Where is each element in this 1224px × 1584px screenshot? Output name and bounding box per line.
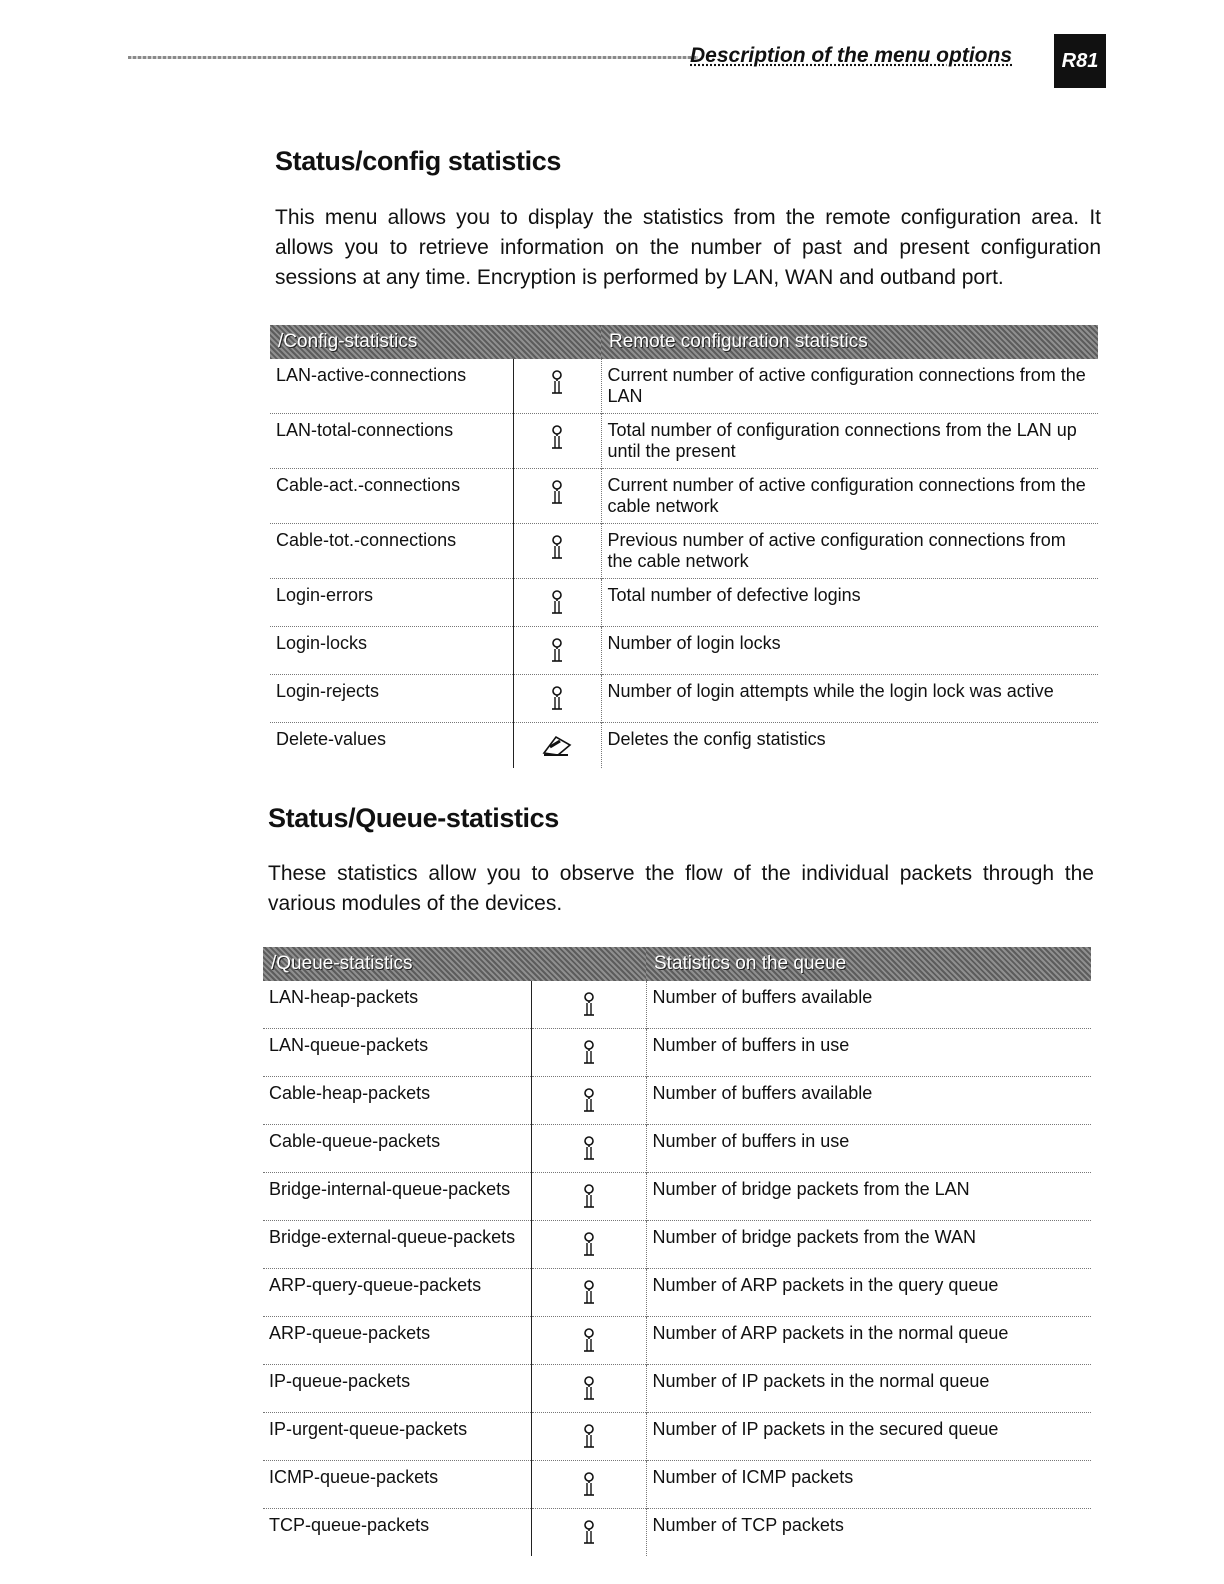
queue-access-cell (531, 1365, 646, 1413)
config-parameter-description: Number of login locks (601, 627, 1098, 675)
read-only-icon (581, 1231, 597, 1262)
table-row (263, 1509, 1091, 1557)
config-access-cell (513, 359, 601, 414)
table-row (270, 414, 1098, 469)
queue-parameter-name: Bridge-internal-queue-packets (269, 1179, 511, 1199)
config-parameter-name: LAN-active-connections (276, 365, 467, 385)
queue-parameter-description: Number of IP packets in the normal queue (646, 1365, 1091, 1413)
config-parameter-description: Total number of defective logins (601, 579, 1098, 627)
table-row (263, 981, 1091, 1029)
table-row (263, 1365, 1091, 1413)
queue-parameter-name: ARP-queue-packets (269, 1323, 431, 1343)
config-parameter-name: LAN-total-connections (276, 420, 454, 440)
config-parameter-description: Previous number of active configuration connections from the cable network (601, 524, 1098, 579)
config-parameter-name: Login-rejects (276, 681, 380, 701)
queue-table-header (263, 947, 1091, 981)
queue-parameter-description: Number of IP packets in the secured queue (646, 1413, 1091, 1461)
queue-parameter-description: Number of buffers available (646, 1077, 1091, 1125)
table-row (263, 1125, 1091, 1173)
queue-access-cell (531, 1173, 646, 1221)
queue-access-cell (531, 981, 646, 1029)
read-only-icon (581, 1039, 597, 1070)
table-row (270, 723, 1098, 769)
table-row (263, 1077, 1091, 1125)
read-only-icon (549, 685, 565, 716)
config-parameter-name: Login-locks (276, 633, 368, 653)
queue-parameter-name: ARP-query-queue-packets (269, 1275, 482, 1295)
read-only-icon (581, 1087, 597, 1118)
page-number-badge: R81 (1054, 34, 1106, 88)
read-only-icon (549, 424, 565, 455)
read-only-icon (549, 589, 565, 620)
config-heading: Status/config statistics (275, 146, 561, 176)
config-intro: This menu allows you to display the statistics from the remote configuration area. It allows you to retrieve information on the number of past and present configuration sessions at any time. Encryption is performed by LAN, WAN and outband port. (275, 206, 1101, 289)
config-parameter-description: Current number of active configuration connections from the LAN (601, 359, 1098, 414)
queue-access-cell (531, 1413, 646, 1461)
table-row (263, 1173, 1091, 1221)
queue-col-path: /Queue-statistics (263, 947, 646, 981)
queue-parameter-description: Number of ARP packets in the query queue (646, 1269, 1091, 1317)
queue-access-cell (531, 1125, 646, 1173)
config-col-desc: Remote configuration statistics (601, 325, 1098, 359)
read-only-icon (581, 991, 597, 1022)
queue-parameter-description: Number of buffers available (646, 981, 1091, 1029)
config-access-cell (513, 524, 601, 579)
queue-table (263, 947, 1091, 1556)
table-row (263, 1269, 1091, 1317)
queue-access-cell (531, 1461, 646, 1509)
table-row (270, 579, 1098, 627)
config-parameter-name: Login-errors (276, 585, 374, 605)
table-row (263, 1413, 1091, 1461)
read-only-icon (581, 1375, 597, 1406)
read-only-icon (549, 479, 565, 510)
queue-parameter-name: TCP-queue-packets (269, 1515, 430, 1535)
queue-parameter-name: Bridge-external-queue-packets (269, 1227, 516, 1247)
table-row (270, 359, 1098, 414)
read-only-icon (549, 637, 565, 668)
config-table (270, 325, 1098, 768)
read-only-icon (581, 1183, 597, 1214)
queue-parameter-description: Number of ARP packets in the normal queue (646, 1317, 1091, 1365)
header-rule (128, 56, 698, 59)
config-access-cell (513, 675, 601, 723)
config-access-cell (513, 723, 601, 769)
queue-parameter-name: IP-urgent-queue-packets (269, 1419, 468, 1439)
queue-parameter-description: Number of bridge packets from the LAN (646, 1173, 1091, 1221)
config-table-body (270, 359, 1098, 768)
queue-parameter-name: IP-queue-packets (269, 1371, 411, 1391)
config-table-header (270, 325, 1098, 359)
queue-parameter-name: Cable-queue-packets (269, 1131, 441, 1151)
table-row (263, 1029, 1091, 1077)
running-header: Description of the menu options (690, 44, 1013, 67)
queue-table-body (263, 981, 1091, 1556)
queue-parameter-name: LAN-heap-packets (269, 987, 419, 1007)
queue-parameter-description: Number of bridge packets from the WAN (646, 1221, 1091, 1269)
action-icon (542, 733, 572, 762)
queue-parameter-description: Number of buffers in use (646, 1029, 1091, 1077)
table-row (270, 524, 1098, 579)
table-row (270, 675, 1098, 723)
queue-access-cell (531, 1509, 646, 1557)
config-parameter-name: Delete-values (276, 729, 387, 749)
config-parameter-description: Number of login attempts while the login lock was active (601, 675, 1098, 723)
queue-parameter-description: Number of ICMP packets (646, 1461, 1091, 1509)
queue-heading: Status/Queue-statistics (268, 803, 559, 833)
table-row (263, 1461, 1091, 1509)
read-only-icon (549, 534, 565, 565)
config-parameter-name: Cable-tot.-connections (276, 530, 457, 550)
table-row (263, 1221, 1091, 1269)
read-only-icon (549, 369, 565, 400)
queue-access-cell (531, 1317, 646, 1365)
table-row (270, 627, 1098, 675)
queue-col-desc: Statistics on the queue (646, 947, 1091, 981)
read-only-icon (581, 1423, 597, 1454)
config-parameter-description: Deletes the config statistics (601, 723, 1098, 769)
queue-parameter-name: LAN-queue-packets (269, 1035, 429, 1055)
read-only-icon (581, 1135, 597, 1166)
config-access-cell (513, 414, 601, 469)
config-parameter-name: Cable-act.-connections (276, 475, 461, 495)
read-only-icon (581, 1327, 597, 1358)
queue-intro: These statistics allow you to observe the flow of the individual packets through the various modules of the devices. (268, 862, 1094, 915)
table-row (270, 469, 1098, 524)
queue-parameter-description: Number of TCP packets (646, 1509, 1091, 1557)
read-only-icon (581, 1471, 597, 1502)
queue-access-cell (531, 1269, 646, 1317)
config-access-cell (513, 469, 601, 524)
table-row (263, 1317, 1091, 1365)
config-parameter-description: Current number of active configuration connections from the cable network (601, 469, 1098, 524)
config-access-cell (513, 579, 601, 627)
queue-access-cell (531, 1029, 646, 1077)
config-col-path: /Config-statistics (270, 325, 601, 359)
read-only-icon (581, 1519, 597, 1550)
config-access-cell (513, 627, 601, 675)
queue-parameter-description: Number of buffers in use (646, 1125, 1091, 1173)
queue-parameter-name: ICMP-queue-packets (269, 1467, 439, 1487)
queue-access-cell (531, 1077, 646, 1125)
queue-parameter-name: Cable-heap-packets (269, 1083, 431, 1103)
queue-access-cell (531, 1221, 646, 1269)
read-only-icon (581, 1279, 597, 1310)
config-parameter-description: Total number of configuration connections from the LAN up until the present (601, 414, 1098, 469)
